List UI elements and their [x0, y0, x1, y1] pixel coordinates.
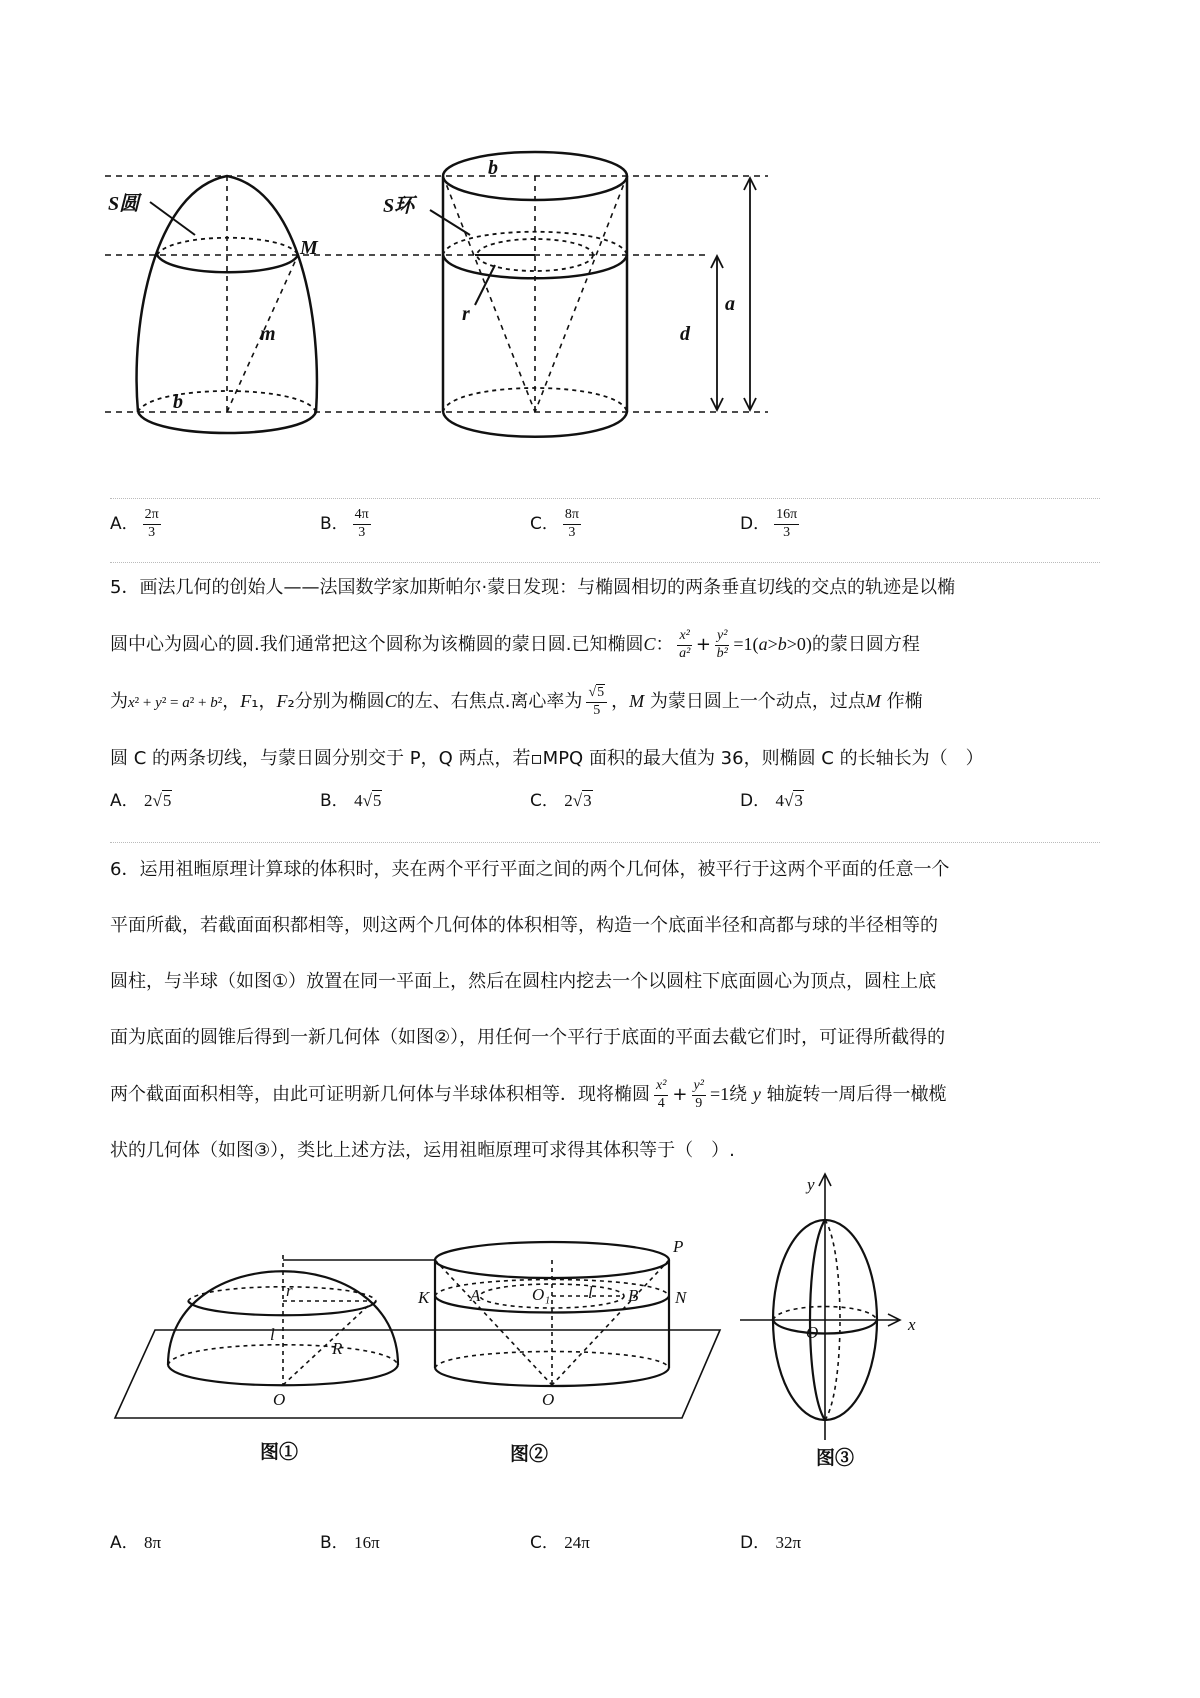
fig3-label-O: O: [806, 1323, 819, 1342]
q5-line4: 圆 C 的两条切线，与蒙日圆分别交于 P，Q 两点，若▫MPQ 面积的最大值为 36，则椭圆 C 的长轴长为（ ）: [110, 748, 984, 769]
fig3-label-x: x: [908, 1315, 916, 1334]
figure-q6: [100, 1170, 960, 1470]
label-b-left: b: [173, 391, 183, 413]
fig1-label-l: l: [270, 1325, 275, 1344]
q6-line4: 面为底面的圆锥后得到一新几何体（如图②），用任何一个平行于底面的平面去截它们时，可证得所截得的: [110, 1027, 946, 1048]
q5-option-a[interactable]: A． 2√5: [110, 791, 172, 811]
fig2-label-O: O: [542, 1390, 555, 1409]
q5-line2: 圆中心为圆心的圆.我们通常把这个圆称为该椭圆的蒙日圆.已知椭圆C： $\frac{\text{x²}}{\text{a²}}$ + $\frac{\text{y²}}{\text{b²}}$ =1(a>b>0)的蒙日圆方程: [110, 627, 920, 661]
fig2-label-B: B: [628, 1286, 639, 1305]
fig2-label-A: A: [470, 1286, 481, 1305]
fig2-caption: 图②: [510, 1444, 549, 1465]
q6-option-c[interactable]: C． 24π: [530, 1533, 590, 1553]
label-s-yuan: S圆: [108, 193, 140, 215]
fig2-label-l: l: [588, 1283, 593, 1302]
fig1-label-R: R: [332, 1339, 343, 1358]
label-d: d: [680, 323, 690, 345]
label-b-top: b: [488, 157, 498, 179]
fig3-caption: 图③: [816, 1448, 855, 1469]
q6-line1: 6．运用祖暅原理计算球的体积时，夹在两个平行平面之间的两个几何体，被平行于这两个平面的任意一个: [110, 859, 950, 880]
q6-option-d[interactable]: D． 32π: [740, 1533, 802, 1553]
fig2-label-P: P: [673, 1237, 684, 1256]
fig1-label-O: O: [273, 1390, 286, 1409]
q5-stem: [110, 560, 1100, 787]
fig1-label-r: r: [286, 1281, 293, 1300]
q5-option-d[interactable]: D． 4√3: [740, 791, 803, 811]
q6-line2: 平面所截，若截面面积都相等，则这两个几何体的体积相等，构造一个底面半径和高都与球的半径相等的: [110, 915, 938, 936]
q6-line5: 两个截面面积相等，由此可证明新几何体与半球体积相等．现将椭圆 $\frac{\text{x²}}{4}$ + $\frac{\text{y²}}{9}$ =1绕 y 轴旋转一周后得一橄榄: [110, 1077, 947, 1111]
q6-stem: [110, 842, 1100, 1179]
separator: [110, 498, 1100, 499]
label-m-line: m: [260, 323, 276, 345]
q6-line6: 状的几何体（如图③），类比上述方法，运用祖暅原理可求得其体积等于（ ）.: [110, 1140, 735, 1161]
q4-option-c[interactable]: C． $\frac{8\pi}{3}$: [530, 507, 579, 540]
figure-zu-geng-solids: [100, 140, 780, 480]
fig2-label-K: K: [418, 1288, 430, 1307]
q6-option-a[interactable]: A． 8π: [110, 1533, 162, 1553]
fig1-caption: 图①: [260, 1442, 299, 1463]
fig2-label-O1: O₁: [532, 1285, 551, 1304]
fig3-label-y: y: [807, 1175, 815, 1194]
q5-line1: 5．画法几何的创始人——法国数学家加斯帕尔·蒙日发现：与椭圆相切的两条垂直切线的交点的轨迹是以椭: [110, 577, 956, 598]
q6-line3: 圆柱，与半球（如图①）放置在同一平面上，然后在圆柱内挖去一个以圆柱下底面圆心为顶点，圆柱上底: [110, 971, 937, 992]
label-m-point: M: [300, 237, 318, 259]
q5-option-b[interactable]: B． 4√5: [320, 791, 382, 811]
svg-text:S圆: [108, 192, 142, 215]
q5-line3: 为x² + y² = a² + b²，F₁，F₂分别为椭圆C的左、右焦点.离心率为 $\frac{√5}{5}$ ，M 为蒙日圆上一个动点，过点M 作椭: [110, 684, 923, 718]
label-r: r: [462, 303, 470, 325]
q4-option-d[interactable]: D． $\frac{16\pi}{3}$: [740, 507, 798, 540]
q4-option-b[interactable]: B． $\frac{4\pi}{3}$: [320, 507, 369, 540]
q4-option-a[interactable]: A． $\frac{2\pi}{3}$: [110, 507, 159, 540]
label-a: a: [725, 293, 735, 315]
q5-option-c[interactable]: C． 2√3: [530, 791, 592, 811]
fig2-label-N: N: [675, 1288, 687, 1307]
q6-option-b[interactable]: B． 16π: [320, 1533, 380, 1553]
label-s-huan: S环: [383, 195, 415, 217]
